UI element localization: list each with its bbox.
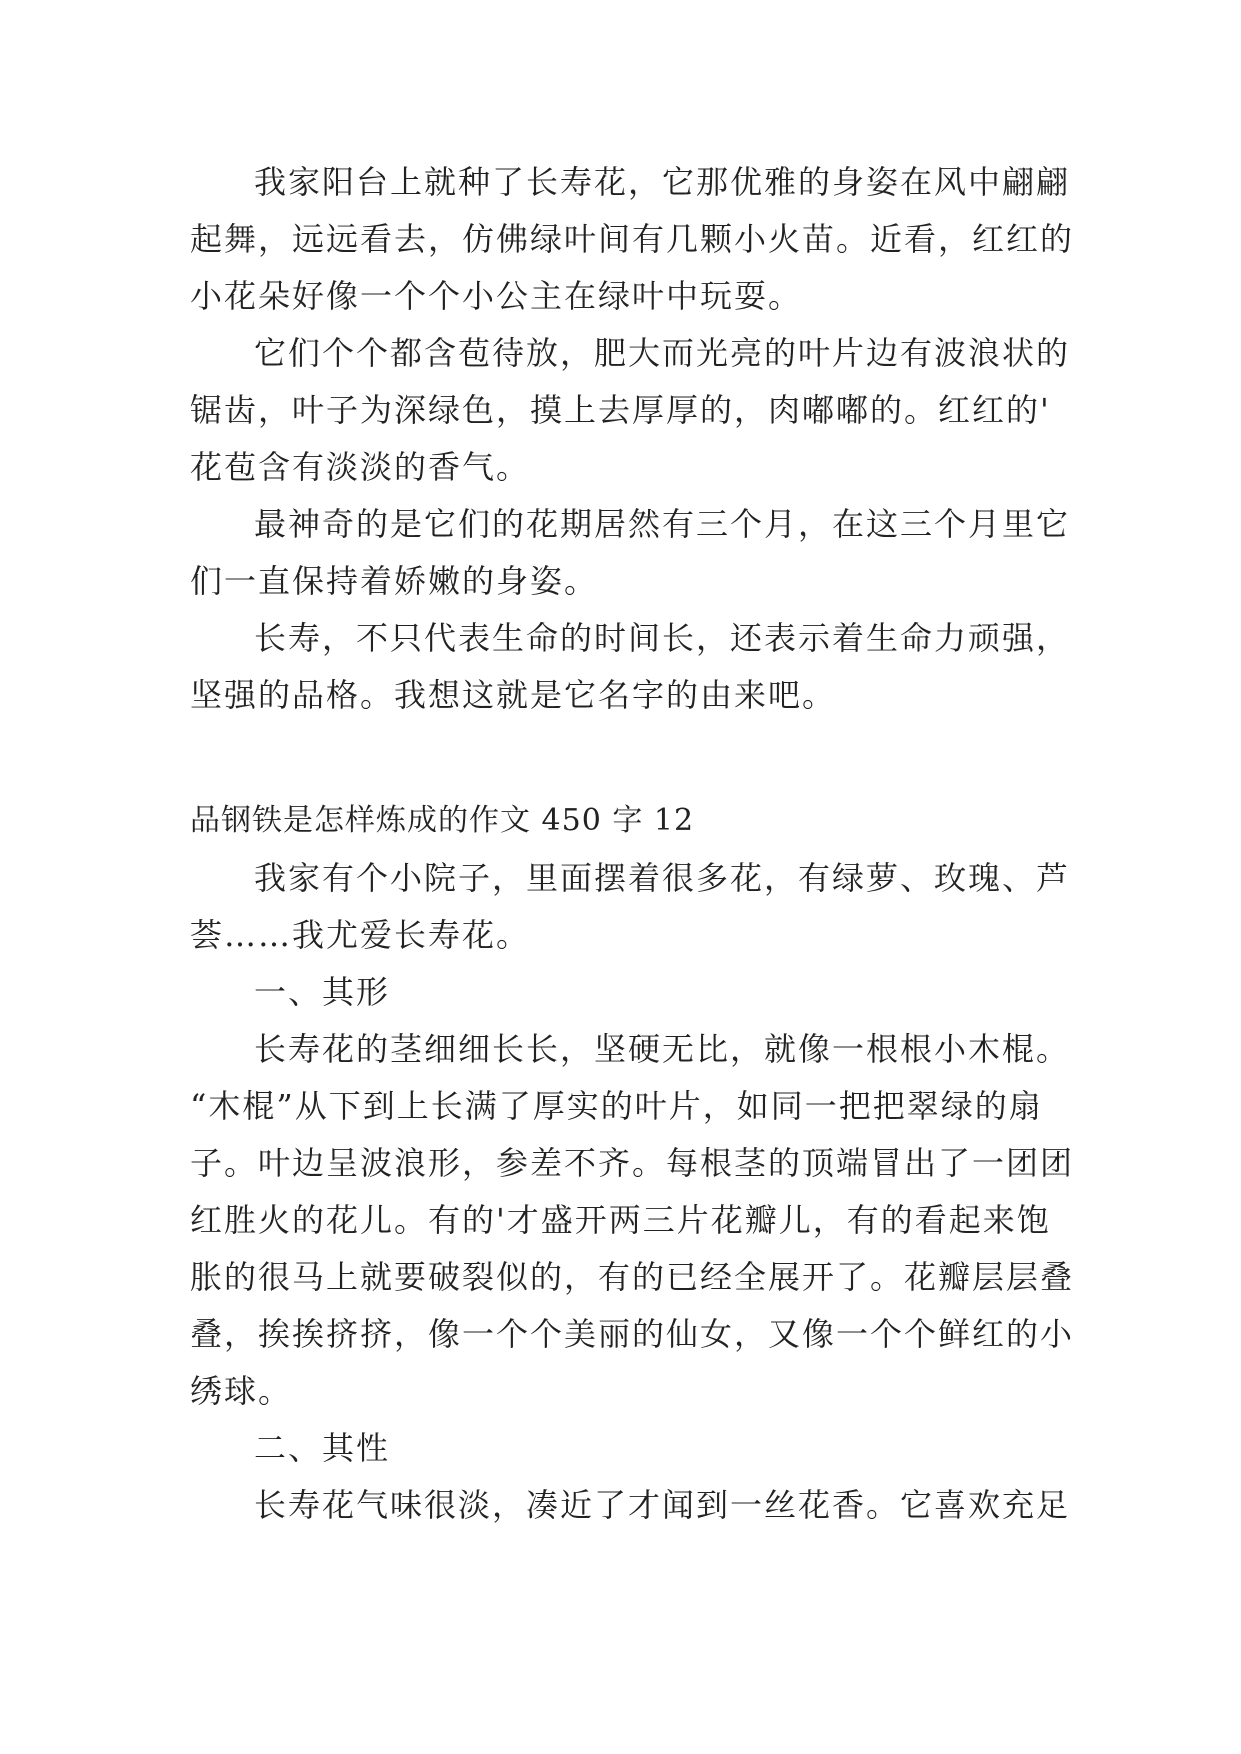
subheading: 二、其性 xyxy=(254,1429,391,1467)
paragraph-line: 坚强的品格。我想这就是它名字的由来吧。 xyxy=(190,676,837,714)
paragraph-line: 荟……我尤爱长寿花。 xyxy=(190,916,531,954)
paragraph-line: 胀的很马上就要破裂似的，有的已经全展开了。花瓣层层叠 xyxy=(190,1258,1075,1296)
paragraph-line: 们一直保持着娇嫩的身姿。 xyxy=(190,562,599,600)
paragraph-line: 长寿，不只代表生命的时间长，还表示着生命力顽强， xyxy=(254,619,1071,657)
paragraph-line: “木棍”从下到上长满了厚实的叶片，如同一把把翠绿的扇 xyxy=(190,1087,1043,1125)
paragraph-line: 子。叶边呈波浪形，参差不齐。每根茎的顶端冒出了一团团 xyxy=(190,1144,1075,1182)
paragraph-line: 它们个个都含苞待放，肥大而光亮的叶片边有波浪状的 xyxy=(254,334,1071,372)
subheading: 一、其形 xyxy=(254,973,391,1011)
paragraph-line: 绣球。 xyxy=(190,1372,293,1410)
paragraph-line: 长寿花的茎细细长长，坚硬无比，就像一根根小木棍。 xyxy=(254,1030,1071,1068)
paragraph-line: 红胜火的花儿。有的'才盛开两三片花瓣儿，有的看起来饱 xyxy=(190,1201,1051,1239)
paragraph-line: 锯齿，叶子为深绿色，摸上去厚厚的，肉嘟嘟的。红红的' xyxy=(190,391,1051,429)
paragraph-line: 我家有个小院子，里面摆着很多花，有绿萝、玫瑰、芦 xyxy=(254,859,1071,897)
paragraph-line: 小花朵好像一个个小公主在绿叶中玩耍。 xyxy=(190,277,803,315)
section-title: 品钢铁是怎样炼成的作文 450 字 12 xyxy=(190,803,695,838)
paragraph-line: 叠，挨挨挤挤，像一个个美丽的仙女，又像一个个鲜红的小 xyxy=(190,1315,1075,1353)
paragraph-line: 花苞含有淡淡的香气。 xyxy=(190,448,531,486)
paragraph-line: 长寿花气味很淡，凑近了才闻到一丝花香。它喜欢充足 xyxy=(254,1486,1071,1524)
paragraph-line: 起舞，远远看去，仿佛绿叶间有几颗小火苗。近看，红红的 xyxy=(190,220,1075,258)
paragraph-line: 最神奇的是它们的花期居然有三个月，在这三个月里它 xyxy=(254,505,1071,543)
paragraph-line: 我家阳台上就种了长寿花，它那优雅的身姿在风中翩翩 xyxy=(254,163,1071,201)
